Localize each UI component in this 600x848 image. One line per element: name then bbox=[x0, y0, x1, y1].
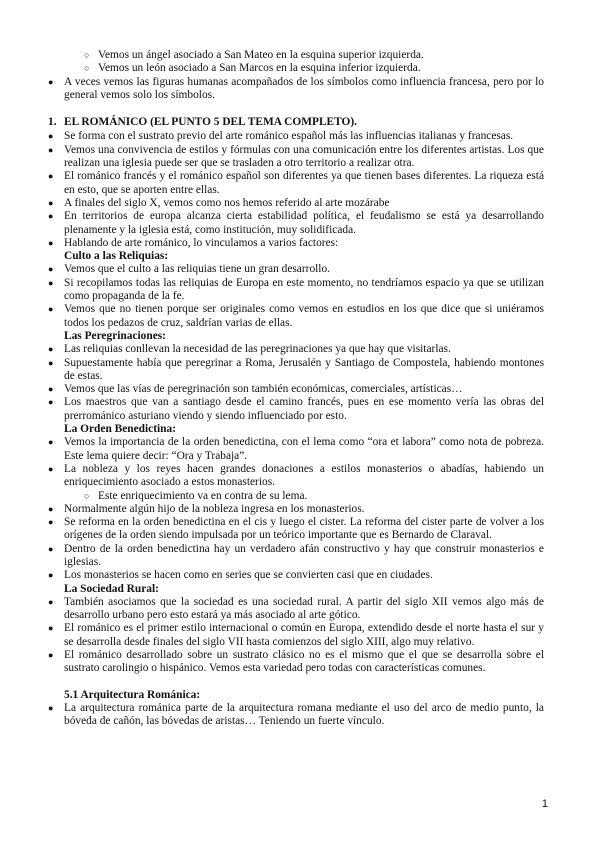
bullet-icon: ● bbox=[48, 650, 54, 661]
list-subitem: ○ Vemos un león asociado a San Marcos en la esquina inferior izquierda. bbox=[84, 62, 421, 75]
list-item: ● A veces vemos las figuras humanas acompañados de los símbolos como influencia francesa, pero por lo general vemos solo los símbolos. bbox=[48, 75, 544, 101]
section-heading bbox=[48, 116, 544, 129]
list-item: ● El románico francés y el románico español son diferentes ya que tienen bases diferentes. La riqueza está en esto, que se aporten entre ellas. bbox=[48, 170, 544, 196]
bullet-icon: ● bbox=[48, 702, 54, 713]
bullet-icon: ● bbox=[48, 596, 54, 607]
bullet-icon: ● bbox=[48, 211, 54, 222]
document-body bbox=[48, 49, 544, 729]
section-subheading: 5.1 Arquitectura Románica: bbox=[64, 688, 201, 701]
list-item: ● Vemos que el culto a las reliquias tiene un gran desarrollo. bbox=[48, 263, 331, 276]
bullet-icon: ● bbox=[48, 437, 54, 448]
subsection-title: Culto a las Reliquias: bbox=[64, 250, 169, 263]
subsection-title: La Sociedad Rural: bbox=[64, 582, 159, 595]
subsection-title: Las Peregrinaciones: bbox=[64, 329, 166, 342]
page-number: 1 bbox=[541, 798, 548, 810]
list-item: ● Hablando de arte románico, lo vinculamos a varios factores: bbox=[48, 236, 339, 249]
bullet-icon: ● bbox=[48, 570, 54, 581]
list-item: ● Se forma con el sustrato previo del arte románico español más las influencias italianas y francesas. bbox=[48, 130, 514, 143]
list-item: ● Vemos una convivencia de estilos y fórmulas con una comunicación entre los diferentes artistas. Los que realizan una iglesia puede ser que se trasladen a otro territorio a realizar otra. bbox=[48, 143, 544, 170]
heading-title: EL ROMÁNICO (EL PUNTO 5 DEL TEMA COMPLETO). bbox=[64, 116, 358, 129]
list-item: ● Vemos que las vías de peregrinación son también económicas, comerciales, artísticas… bbox=[48, 383, 463, 396]
bullet-icon: ● bbox=[48, 76, 54, 87]
list-item: ● Vemos que no tienen porque ser originales como vemos en estudios en los que dice que si uniéramos todos los pedazos de cruz, saldrían varias de ellas. bbox=[48, 303, 544, 329]
bullet-icon: ● bbox=[48, 171, 54, 182]
list-item: ● Los monasterios se hacen como en series que se convierten casi que en ciudades. bbox=[48, 569, 433, 582]
bullet-icon: ● bbox=[48, 517, 54, 528]
bullet-icon: ● bbox=[48, 503, 54, 514]
bullet-icon: ● bbox=[48, 277, 54, 288]
bullet-icon: ● bbox=[48, 144, 54, 155]
bullet-icon: ● bbox=[48, 304, 54, 315]
list-item: ● Normalmente algún hijo de la nobleza ingresa en los monasterios. bbox=[48, 502, 365, 515]
list-item: ● Si recopilamos todas las reliquias de Europa en este momento, no tendríamos espacio ya que se utilizan como propaganda de la fe. bbox=[48, 276, 544, 303]
bullet-icon: ● bbox=[48, 397, 54, 408]
bullet-icon: ● bbox=[48, 237, 54, 248]
bullet-icon: ● bbox=[48, 131, 54, 142]
list-subitem: ○ Vemos un ángel asociado a San Mateo en la esquina superior izquierda. bbox=[84, 49, 424, 61]
list-item: ● Se reforma en la orden benedictina en el cis y luego el cister. La reforma del cister parte de volver a los orígenes de la orden siendo impulsada por un teórico importante que es Bernardo de Claraval. bbox=[48, 516, 544, 542]
bullet-icon: ● bbox=[48, 344, 54, 355]
list-item: ● La nobleza y los reyes hacen grandes donaciones a estilos monasterios o abadías, habiendo un enriquecimiento asociado a estos monasterios. bbox=[48, 462, 544, 489]
subsection-title: La Orden Benedictina: bbox=[64, 423, 177, 436]
list-item: ● La arquitectura románica parte de la arquitectura romana mediante el uso del arco de medio punto, la bóveda de cañón, las bóvedas de aristas… Teniendo un fuerte vínculo. bbox=[48, 701, 544, 728]
hollow-circle-bullet-icon: ○ bbox=[84, 63, 90, 74]
list-item: ● Supuestamente había que peregrinar a Roma, Jerusalén y Santiago de Compostela, habiendo montones de estas. bbox=[48, 356, 544, 382]
list-item: ● El románico es el primer estilo internacional o común en Europa, extendido desde el norte hasta el sur y se desarrolla desde finales del siglo VII hasta comienzos del siglo XIII, algo muy relativo. bbox=[48, 622, 544, 648]
list-item: ● Dentro de la orden benedictina hay un verdadero afán constructivo y hay que construir monasterios e iglesias. bbox=[48, 542, 544, 568]
bullet-icon: ● bbox=[48, 623, 54, 634]
list-item: ● A finales del siglo X, vemos como nos hemos referido al arte mozárabe bbox=[48, 196, 390, 209]
list-item: ● Vemos la importancia de la orden benedictina, con el lema como “ora et labora” como nota de pobreza. Este lema quiere decir: “Ora y Trabaja”. bbox=[48, 436, 544, 462]
bullet-icon: ● bbox=[48, 357, 54, 368]
list-item: ● En territorios de europa alcanza cierta estabilidad política, el feudalismo se está ya desarrollando plenamente y la iglesia está, como institución, muy solidificada. bbox=[48, 210, 544, 236]
list-item: ● El románico desarrollado sobre un sustrato clásico no es el mismo que el que se desarrolla sobre el sustrato carolingio o hispánico. Vemos esta variedad pero todas con características comunes. bbox=[48, 649, 544, 675]
hollow-circle-bullet-icon: ○ bbox=[84, 490, 90, 501]
bullet-icon: ● bbox=[48, 384, 54, 395]
hollow-circle-bullet-icon: ○ bbox=[84, 50, 90, 60]
bullet-icon: ● bbox=[48, 543, 54, 554]
list-subitem: ○ Este enriquecimiento va en contra de su lema. bbox=[84, 489, 308, 502]
list-item: ● Las reliquias conllevan la necesidad de las peregrinaciones ya que hay que visitarlas. bbox=[48, 343, 451, 356]
bullet-icon: ● bbox=[48, 264, 54, 275]
list-item: ● Los maestros que van a santiago desde el camino francés, pues en ese momento vería las obras del prerrománico asturiano viendo y siendo influenciado por esto. bbox=[48, 396, 544, 422]
list-item: ● También asociamos que la sociedad es una sociedad rural. A partir del siglo XII vemos algo más de desarrollo urbano pero esto estará ya más asociado al arte gótico. bbox=[48, 595, 544, 622]
bullet-icon: ● bbox=[48, 197, 54, 208]
bullet-icon: ● bbox=[48, 463, 54, 474]
heading-number: 1. bbox=[48, 116, 57, 129]
